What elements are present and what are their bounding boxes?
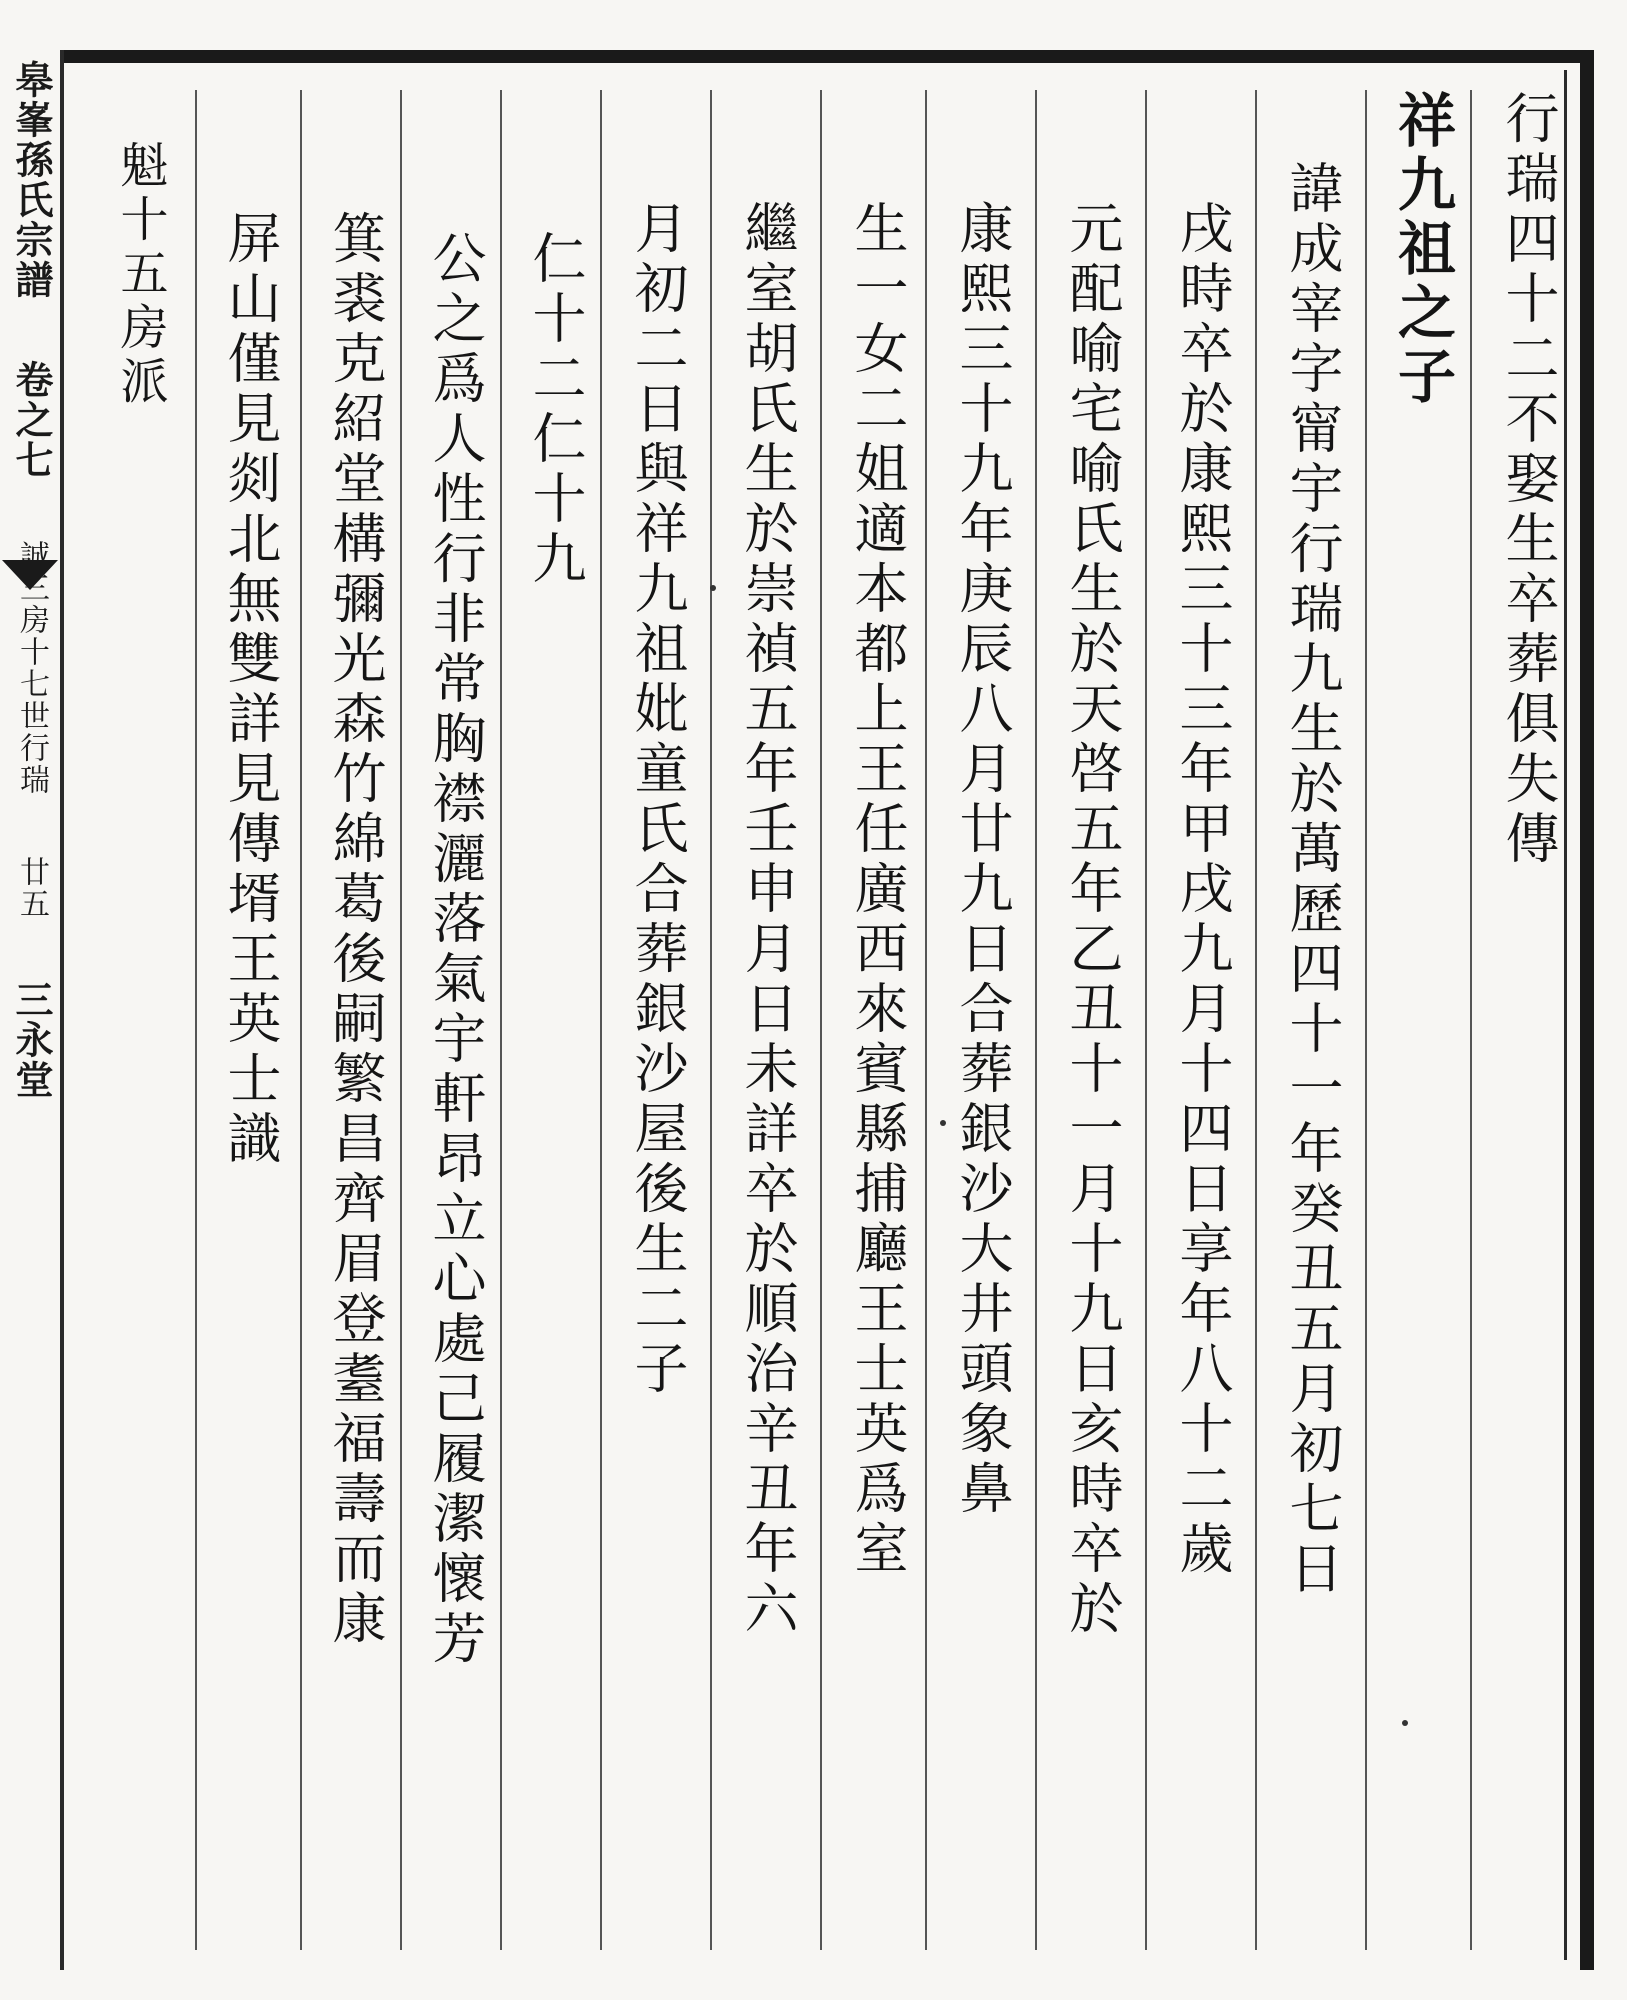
text-column-10 xyxy=(515,230,595,2000)
margin-volume: 卷之七 xyxy=(9,360,54,480)
section-heading: 祥九祖之子 xyxy=(1388,90,1456,410)
margin-section: 誠三房十七世行瑞 xyxy=(14,540,49,796)
text-column-14 xyxy=(100,140,180,2000)
column-text: 壻王英士識 xyxy=(219,870,282,1170)
text-column-12 xyxy=(315,210,395,2000)
column-text: 箕裘克紹堂構彌光森竹綿葛後嗣繁昌齊眉登耋福壽而康 xyxy=(324,210,387,1650)
column-rule xyxy=(300,90,302,1950)
column-text: 仁十二 xyxy=(524,230,587,410)
column-rule xyxy=(1035,90,1037,1950)
text-column-3 xyxy=(1272,160,1352,2000)
column-text: 元配喻宅喻氏生於天啓五年乙丑十一月十九日亥時卒於 xyxy=(1061,200,1124,1640)
column-rule xyxy=(925,90,927,1950)
column-rule xyxy=(400,90,402,1950)
text-column-11 xyxy=(415,230,495,2000)
column-rule xyxy=(1365,90,1367,1950)
column-text: 與祥九祖妣童氏合葬銀沙屋後 xyxy=(626,440,689,1220)
ink-dot xyxy=(1402,1720,1408,1726)
border-right xyxy=(1580,50,1594,1970)
column-text: 不娶生卒葬俱失傳 xyxy=(1497,390,1560,870)
column-rule xyxy=(1255,90,1257,1950)
column-text: 公之爲人性行非常胸襟灑落氣宇軒昂立心處己履潔懷芳 xyxy=(424,230,487,1670)
column-rule xyxy=(820,90,822,1950)
column-text: 戌時卒於康熙三十三年甲戌九月十四日享年八十二歲 xyxy=(1171,200,1234,1580)
column-text: 魁十五房派 xyxy=(112,140,168,410)
margin-hall-name: 三永堂 xyxy=(9,980,54,1100)
text-column-7 xyxy=(837,200,917,2000)
border-top xyxy=(60,50,1592,63)
text-column-2 xyxy=(1382,90,1462,1950)
column-rule xyxy=(600,90,602,1950)
text-column-8 xyxy=(727,200,807,2000)
column-rule xyxy=(500,90,502,1950)
column-text: 合葬銀沙大井頭象鼻 xyxy=(951,980,1014,1520)
column-text: 諱成宰字甯宇行瑞九 xyxy=(1281,160,1344,700)
text-column-4 xyxy=(1162,200,1242,2000)
column-text: 詳見傳 xyxy=(219,690,282,870)
text-column-1 xyxy=(1488,90,1568,1950)
column-rule xyxy=(710,90,712,1950)
margin-title: 皋峯孫氏宗譜 xyxy=(9,60,54,300)
column-rule xyxy=(1145,90,1147,1950)
column-text: 行瑞四十二 xyxy=(1497,90,1560,390)
text-column-13 xyxy=(210,210,290,2000)
column-text: 屏山僅見剡北無雙 xyxy=(219,210,282,690)
border-left xyxy=(60,50,64,1970)
text-column-9 xyxy=(617,200,697,2000)
fishtail-mark xyxy=(2,560,58,590)
ink-dot xyxy=(710,585,716,591)
column-text: 康熙三十九年庚辰八月廿九日 xyxy=(951,200,1014,980)
column-text: 生一女二姐適本都上王任廣西來賓縣捕廳王士英爲室 xyxy=(846,200,909,1580)
text-column-6 xyxy=(942,200,1022,2000)
column-text: 繼室胡氏生於崇禎五年壬申月日未詳卒於順治辛丑年六 xyxy=(736,200,799,1640)
margin-column xyxy=(0,60,60,1980)
column-rule xyxy=(1470,90,1472,1950)
margin-page-number: 廿五 xyxy=(14,856,49,920)
column-rule xyxy=(195,90,197,1950)
ink-dot xyxy=(940,1120,946,1126)
column-text: 生二子 xyxy=(626,1220,689,1400)
text-column-5 xyxy=(1052,200,1132,2000)
column-text: 仁十九 xyxy=(524,410,587,590)
column-text: 月初二日 xyxy=(626,200,689,440)
column-text: 生於萬歷四十一年癸丑五月初七日 xyxy=(1281,700,1344,1600)
